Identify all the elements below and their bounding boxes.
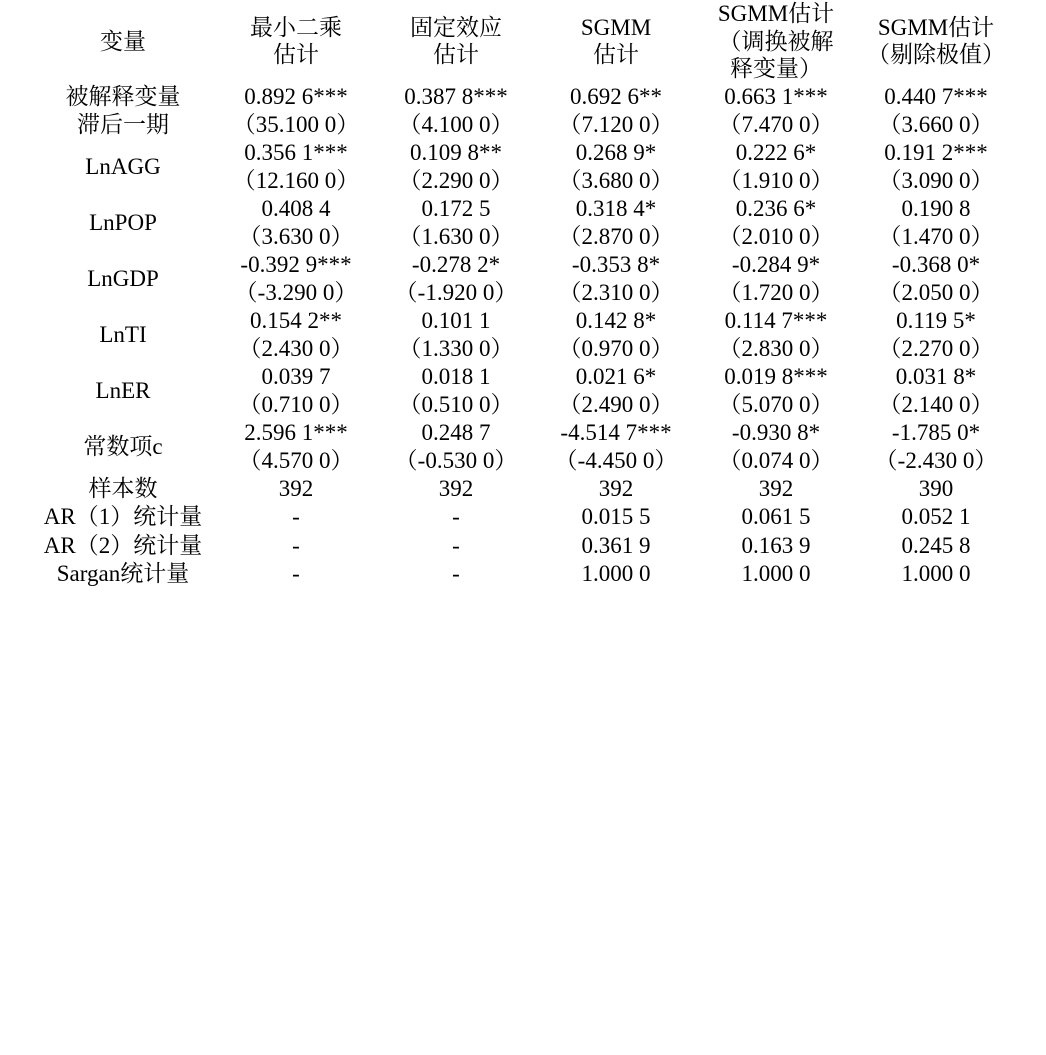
column-header-sgmm: SGMM 估计: [580, 14, 652, 68]
header-row: [30, 0, 1016, 83]
row-label-ar2: AR（2）统计量: [43, 532, 203, 558]
cell-value: 1.000 0: [901, 560, 971, 586]
cell-value: -: [452, 532, 460, 558]
row-label-lner: LnER: [95, 378, 151, 404]
cell-value: 0.114 7*** （2.830 0）: [718, 308, 834, 362]
cell-value: -0.392 9*** （-3.290 0）: [234, 252, 358, 306]
table-header: [30, 0, 1016, 83]
table-row: [30, 195, 1016, 251]
table-row: [30, 419, 1016, 475]
cell-value: 0.154 2** （2.430 0）: [238, 308, 354, 362]
cell-value: -: [292, 532, 300, 558]
cell-value: 0.021 6* （2.490 0）: [558, 364, 674, 418]
cell-value: 0.015 5: [581, 504, 651, 530]
table-body: [30, 83, 1016, 588]
table-row: [30, 532, 1016, 560]
cell-value: 0.101 1 （1.330 0）: [398, 308, 514, 362]
row-label-sargan: Sargan统计量: [56, 560, 190, 586]
table-row: [30, 363, 1016, 419]
cell-value: 392: [758, 476, 794, 502]
regression-results-table: [30, 0, 1016, 588]
cell-value: 0.039 7 （0.710 0）: [238, 364, 354, 418]
cell-value: 0.190 8 （1.470 0）: [878, 195, 994, 250]
table-row: [30, 560, 1016, 588]
cell-value: 0.142 8* （0.970 0）: [558, 308, 674, 362]
table-row: [30, 503, 1016, 531]
cell-value: 0.361 9: [581, 532, 651, 558]
cell-value: -: [452, 504, 460, 530]
row-label-constant: 常数项c: [83, 434, 163, 460]
cell-value: 390: [918, 476, 954, 502]
cell-value: -0.930 8* （0.074 0）: [718, 420, 834, 474]
cell-value: 0.892 6*** （35.100 0）: [232, 83, 360, 137]
column-header-ols: 最小二乘 估计: [250, 14, 342, 68]
cell-value: 0.387 8*** （4.100 0）: [398, 83, 514, 137]
cell-value: 0.440 7*** （3.660 0）: [878, 83, 994, 137]
cell-value: 1.000 0: [581, 560, 651, 586]
row-label-ar1: AR（1）统计量: [43, 504, 203, 530]
cell-value: -4.514 7*** （-4.450 0）: [554, 420, 678, 474]
cell-value: -: [292, 560, 300, 586]
row-label-lnagg: LnAGG: [85, 153, 161, 179]
cell-value: -1.785 0* （-2.430 0）: [874, 420, 998, 474]
cell-value: 1.000 0: [741, 560, 811, 586]
table-row: [30, 251, 1016, 307]
cell-value: 0.222 6* （1.910 0）: [718, 139, 834, 193]
table-row: [30, 307, 1016, 363]
row-label-lnti: LnTI: [99, 322, 147, 348]
column-header-fixed-effects: 固定效应 估计: [410, 14, 502, 68]
cell-value: 392: [278, 476, 314, 502]
row-label-sample-size: 样本数: [88, 476, 158, 502]
cell-value: 0.191 2*** （3.090 0）: [878, 139, 994, 193]
cell-value: 2.596 1*** （4.570 0）: [238, 420, 354, 474]
cell-value: 0.061 5: [741, 504, 811, 530]
cell-value: 0.248 7 （-0.530 0）: [394, 420, 518, 474]
cell-value: -: [292, 504, 300, 530]
cell-value: 0.018 1 （0.510 0）: [398, 364, 514, 418]
table-row: [30, 475, 1016, 503]
cell-value: 0.052 1: [901, 504, 971, 530]
cell-value: -: [452, 560, 460, 586]
cell-value: 0.172 5 （1.630 0）: [398, 195, 514, 250]
cell-value: 0.268 9* （3.680 0）: [558, 139, 674, 193]
table-row: [30, 83, 1016, 139]
cell-value: 0.163 9: [741, 532, 811, 558]
cell-value: 0.019 8*** （5.070 0）: [718, 364, 834, 418]
cell-value: 0.236 6* （2.010 0）: [718, 195, 834, 250]
column-header-variable: 变量: [100, 28, 146, 54]
cell-value: 0.356 1*** （12.160 0）: [232, 139, 360, 193]
cell-value: 0.318 4* （2.870 0）: [558, 195, 674, 250]
row-label-lngdp: LnGDP: [87, 266, 159, 292]
cell-value: -0.353 8* （2.310 0）: [558, 252, 674, 306]
row-label-lagged-dependent: 被解释变量 滞后一期: [65, 83, 181, 137]
cell-value: 0.663 1*** （7.470 0）: [718, 83, 834, 137]
cell-value: -0.278 2* （-1.920 0）: [394, 252, 518, 306]
cell-value: -0.368 0* （2.050 0）: [878, 252, 994, 306]
table-row: [30, 139, 1016, 195]
column-header-sgmm-trimmed: SGMM估计 （剔除极值）: [867, 14, 1005, 68]
column-header-sgmm-swapped: SGMM估计 （调换被解 释变量）: [717, 1, 835, 82]
cell-value: 392: [438, 476, 474, 502]
cell-value: 392: [598, 476, 634, 502]
cell-value: -0.284 9* （1.720 0）: [718, 252, 834, 306]
cell-value: 0.031 8* （2.140 0）: [878, 364, 994, 418]
cell-value: 0.408 4 （3.630 0）: [238, 195, 354, 250]
cell-value: 0.119 5* （2.270 0）: [878, 308, 994, 362]
cell-value: 0.692 6** （7.120 0）: [558, 83, 674, 137]
row-label-lnpop: LnPOP: [89, 209, 157, 235]
cell-value: 0.109 8** （2.290 0）: [398, 139, 514, 193]
cell-value: 0.245 8: [901, 532, 971, 558]
